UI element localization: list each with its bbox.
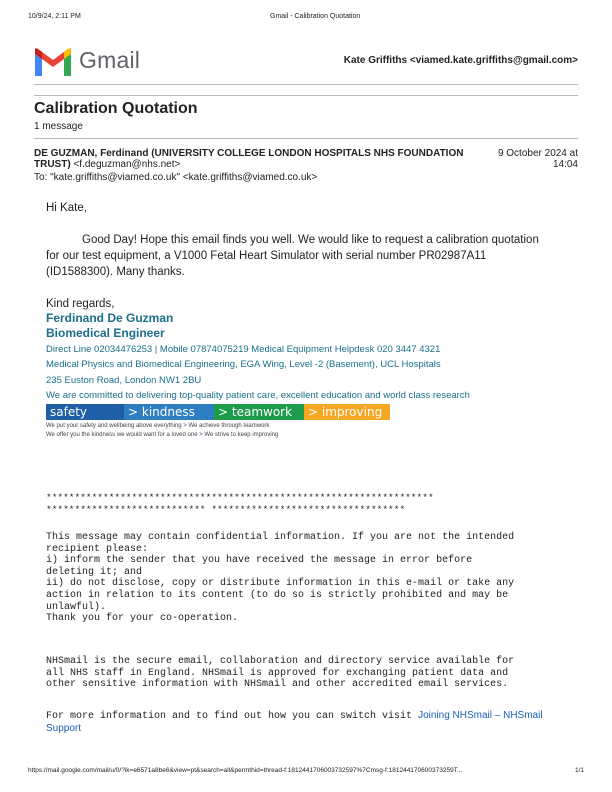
nhsmail-notice: NHSmail is the secure email, collaboration and directory service available for all NHS staff in England. NHSmail is approved for exchanging patient data and other sensitive information with NHSmail and other accredited email services. xyxy=(46,656,515,691)
gmail-logo[interactable] xyxy=(32,44,144,78)
more-info-text: For more information and to find out how you can switch visit xyxy=(46,711,413,722)
signature-department: Medical Physics and Biomedical Engineering, EGA Wing, Level -2 (Basement), UCL Hospitals xyxy=(46,359,441,370)
signature-address: 235 Euston Road, London NW1 2BU xyxy=(46,375,202,386)
value-teamwork-label: teamwork xyxy=(231,405,293,419)
confidentiality-notice: This message may contain confidential information. If you are not the intended recipient please: i) inform the sender that you have received the message in error before deleting it; and ii) do not disclose, copy or distribute information in this e-mail or take any action in relation to its content (to do so is strictly prohibited and may be unlawful). Thank you for your co-operation. xyxy=(46,532,515,625)
sender xyxy=(34,148,464,170)
value-improving xyxy=(304,404,390,420)
signature-phones: Direct Line 02034476253 | Mobile 07874075219 Medical Equipment Helpdesk 020 3447 4321 xyxy=(46,344,441,355)
chevron-right-icon: > xyxy=(199,431,203,438)
chevron-right-icon: > xyxy=(128,405,142,419)
recipient: To: "kate.griffiths@viamed.co.uk" <kate.griffiths@viamed.co.uk> xyxy=(34,172,318,183)
gmail-wordmark: Gmail xyxy=(79,47,141,73)
more-info xyxy=(46,710,576,735)
account-label: Kate Griffiths <viamed.kate.griffiths@gmail.com> xyxy=(343,55,578,66)
sender-email[interactable]: <f.deguzman@nhs.net> xyxy=(73,159,181,170)
tagline-2b: We strive to keep improving xyxy=(204,431,279,438)
tagline-2a: We offer you the kindness we would want for a loved one xyxy=(46,431,198,438)
message-date-day: 9 October 2024 at xyxy=(497,148,578,159)
value-improving-label: improving xyxy=(321,405,383,419)
gmail-m-logo-icon xyxy=(32,46,74,78)
print-url: https://mail.google.com/mail/u/0/?ik=e6571a8be6&view=pt&search=all&permthid=thread-f:1812441706003732597%7Cmsg-f:181244170600373259T... xyxy=(28,767,463,774)
value-safety: safety xyxy=(46,404,124,420)
value-teamwork xyxy=(214,404,304,420)
sender-name: DE GUZMAN, Ferdinand (UNIVERSITY COLLEGE LONDON HOSPITALS NHS FOUNDATION TRUST) xyxy=(34,148,464,170)
subject-divider xyxy=(34,138,578,139)
value-kindness-label: kindness xyxy=(141,405,195,419)
message-date xyxy=(498,148,578,170)
body-paragraph: Good Day! Hope this email finds you well. We would like to request a calibration quotation for our test equipment, a V1000 Fetal Heart Simulator with serial number PR02987A11 (ID1588300). Many thanks. xyxy=(46,234,539,278)
nhsmail-support-link[interactable]: Joining NHSmail – NHSmail Support xyxy=(46,710,546,734)
tagline-row-1 xyxy=(46,422,278,431)
value-kindness xyxy=(124,404,214,420)
signature-motto: We are committed to delivering top-quality patient care, excellent education and world class research xyxy=(46,390,470,401)
closing: Kind regards, xyxy=(46,298,115,310)
tagline-row-2 xyxy=(46,431,278,440)
signature-title: Biomedical Engineer xyxy=(46,326,165,340)
chevron-right-icon: > xyxy=(218,405,232,419)
signature-name: Ferdinand De Guzman xyxy=(46,311,174,325)
message-time: 14:04 xyxy=(552,159,578,170)
greeting: Hi Kate, xyxy=(46,202,87,214)
separator-stars-2: **************************** ********************************** xyxy=(46,504,406,515)
header-divider xyxy=(34,84,578,85)
print-page-number: 1/1 xyxy=(574,767,584,774)
values-banner xyxy=(46,404,390,420)
tagline-1b: We achieve through teamwork xyxy=(188,423,270,429)
chevron-right-icon: > xyxy=(308,405,322,419)
print-page-title: Gmail - Calibration Quotation xyxy=(270,13,361,20)
tagline-1a: We put your safety and wellbeing above everything xyxy=(46,423,182,429)
header-divider-2 xyxy=(34,95,578,96)
print-datetime: 10/9/24, 2:11 PM xyxy=(28,13,81,20)
thread-subject: Calibration Quotation xyxy=(34,100,198,117)
values-taglines xyxy=(46,422,278,439)
message-count: 1 message xyxy=(34,121,83,132)
chevron-right-icon: > xyxy=(183,423,187,429)
separator-stars-1: ******************************************************************** xyxy=(46,492,434,503)
